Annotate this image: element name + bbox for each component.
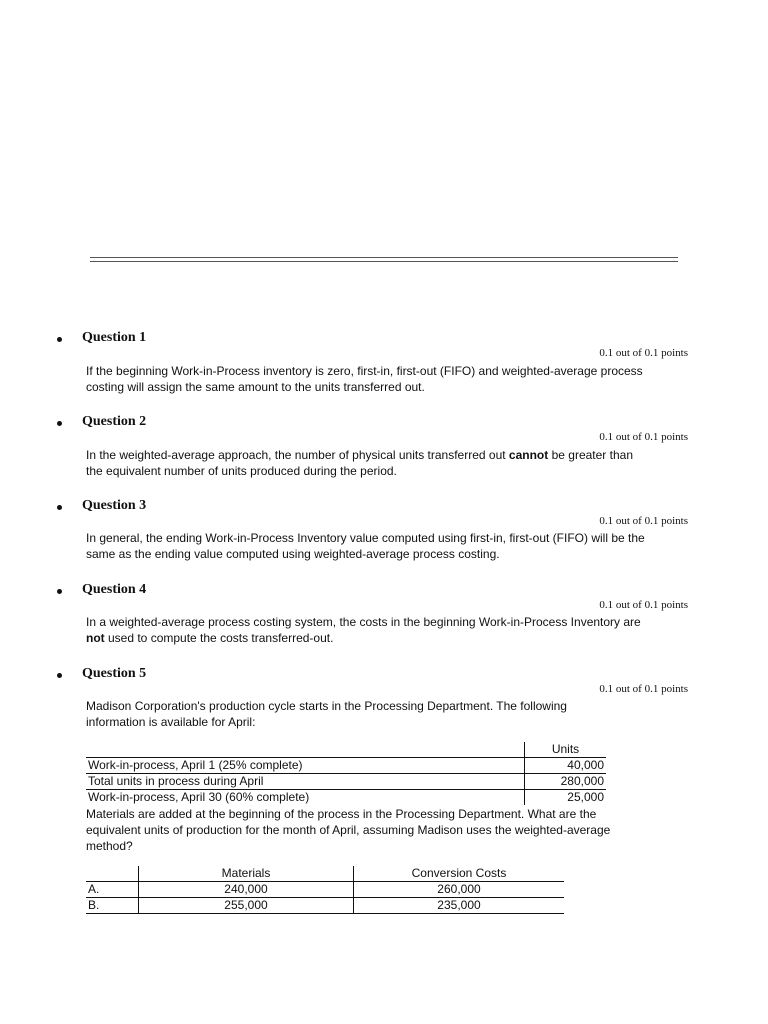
option-b-label[interactable]: B. — [86, 898, 139, 914]
table-row-value: 280,000 — [525, 774, 607, 790]
question-5-points: 0.1 out of 0.1 points — [599, 683, 688, 695]
question-2-emphasis: cannot — [508, 448, 549, 462]
bullet-icon — [57, 337, 62, 342]
units-table — [86, 742, 606, 805]
question-1-text: If the beginning Work-in-Process inventory is zero, first-in, first-out (FIFO) and weighted-average process costing will assign the same amount to the units transferred out. — [86, 364, 643, 394]
conversion-costs-header: Conversion Costs — [354, 866, 565, 882]
table-row-label: Work-in-process, April 1 (25% complete) — [86, 758, 525, 774]
question-2-text-before: In the weighted-average approach, the number of physical units transferred out — [86, 448, 509, 462]
table-row-label: Work-in-process, April 30 (60% complete) — [88, 790, 310, 804]
question-4-text-after: used to compute the costs transferred-out. — [104, 631, 334, 645]
question-4-text — [86, 614, 646, 646]
option-a-materials: 240,000 — [139, 882, 354, 898]
question-5-text-2: Materials are added at the beginning of the process in the Processing Department. What are the equivalent units of production for the month of April, assuming Madison uses the weighted-average method? — [86, 807, 611, 853]
answer-table — [86, 866, 564, 914]
question-3-text: In general, the ending Work-in-Process Inventory value computed using first-in, first-out (FIFO) will be the same as the ending value computed using weighted-average process costing. — [86, 531, 645, 561]
table-row-value: 25,000 — [525, 790, 607, 806]
question-1-points: 0.1 out of 0.1 points — [599, 347, 688, 359]
question-3-title: Question 3 — [82, 498, 147, 513]
question-2-text — [86, 447, 646, 479]
units-header: Units — [525, 742, 607, 758]
materials-header: Materials — [139, 866, 354, 882]
option-b-conversion: 235,000 — [354, 898, 565, 914]
question-3-points: 0.1 out of 0.1 points — [599, 515, 688, 527]
question-2-text-after: be greater than the equivalent number of units produced during the period. — [86, 448, 633, 478]
question-2-title: Question 2 — [82, 414, 147, 429]
question-4-text-before: In a weighted-average process costing system, the costs in the beginning Work-in-Process Inventory are — [86, 615, 641, 629]
option-a-label[interactable]: A. — [86, 882, 139, 898]
bullet-icon — [57, 673, 62, 678]
bullet-icon — [57, 505, 62, 510]
question-4-emphasis: not — [86, 631, 105, 645]
table-row-label: Total units in process during April — [86, 774, 525, 790]
bullet-icon — [57, 421, 62, 426]
table-row-value: 40,000 — [525, 758, 607, 774]
option-b-materials: 255,000 — [139, 898, 354, 914]
question-4-title: Question 4 — [82, 582, 147, 597]
question-5-text: Madison Corporation's production cycle starts in the Processing Department. The following information is available for April: — [86, 699, 567, 729]
bullet-icon — [57, 589, 62, 594]
question-2-points: 0.1 out of 0.1 points — [599, 431, 688, 443]
question-5-title: Question 5 — [82, 666, 147, 681]
horizontal-divider — [90, 257, 678, 262]
question-1-title: Question 1 — [82, 330, 147, 345]
option-a-conversion: 260,000 — [354, 882, 565, 898]
question-4-points: 0.1 out of 0.1 points — [599, 599, 688, 611]
